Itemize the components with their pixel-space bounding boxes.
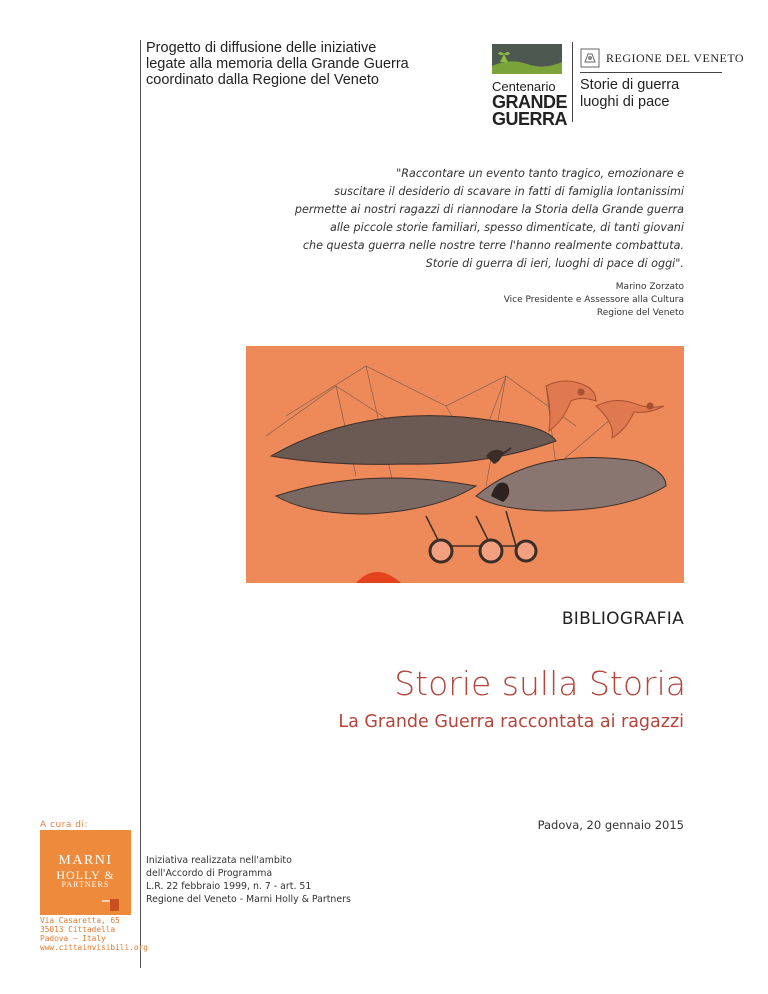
initiative-line: Regione del Veneto - Marni Holly & Partners <box>146 894 351 905</box>
quote-line: che questa guerra nelle nostre terre l'hanno realmente combattuta. <box>302 239 684 252</box>
project-line: legate alla memoria della Grande Guerra <box>146 56 409 72</box>
author-role: Vice Presidente e Assessore alla Cultura <box>503 295 684 305</box>
curator-logo-line: MARNI <box>58 853 113 868</box>
logo-mark <box>110 899 119 911</box>
document-date: Padova, 20 gennaio 2015 <box>537 818 684 832</box>
regione-veneto-logo <box>580 44 744 72</box>
campaign-line: luoghi di pace <box>580 94 670 110</box>
project-description <box>146 40 446 88</box>
quote-line: "Raccontare un evento tanto tragico, emozionare e <box>396 167 684 180</box>
quote-line: alle piccole storie familiari, spesso dimenticate, di tanti giovani <box>329 221 684 234</box>
address-line: Via Casaretta, 65 <box>40 916 120 925</box>
author-name: Marino Zorzato <box>615 282 684 292</box>
curator-address <box>40 916 148 952</box>
quote-line: permette ai nostri ragazzi di riannodare la Storia della Grande guerra <box>294 203 684 216</box>
author-org: Regione del Veneto <box>596 308 684 318</box>
project-line: coordinato dalla Regione del Veneto <box>146 72 379 88</box>
quote-author <box>504 281 684 320</box>
landscape-logo-icon <box>492 44 562 74</box>
logo-guerra: GUERRA <box>492 109 568 129</box>
curator-logo-line: PARTNERS <box>61 880 110 889</box>
vertical-rule <box>140 40 141 968</box>
quote-line: Storie di guerra di ieri, luoghi di pace di oggi". <box>425 257 684 270</box>
quote-line: suscitare il desiderio di scavare in fatti di famiglia lontanissimi <box>334 185 684 198</box>
initiative-line: L.R. 22 febbraio 1999, n. 7 - art. 51 <box>146 881 312 892</box>
centenario-logo <box>492 44 572 129</box>
section-heading: BIBLIOGRAFIA <box>561 609 684 629</box>
regione-name: REGIONE DEL VENETO <box>606 50 745 65</box>
regione-rule <box>580 72 722 73</box>
project-line: Progetto di diffusione delle iniziative <box>146 40 377 56</box>
airplane-illustration <box>246 346 684 583</box>
initiative-line: dell'Accordo di Programma <box>146 868 273 879</box>
document-title: Storie sulla Storia <box>394 664 686 703</box>
logo-centenario: Centenario <box>492 79 556 94</box>
initiative-line: Iniziativa realizzata nell'ambito <box>146 855 292 866</box>
document-subtitle: La Grande Guerra raccontata ai ragazzi <box>338 712 684 732</box>
marni-holly-logo <box>40 830 131 915</box>
curator-logo-line: HOLLY & <box>56 868 115 882</box>
campaign-title <box>580 77 679 111</box>
logo-grande: GRANDE <box>492 92 568 112</box>
initiative-note <box>146 854 351 906</box>
logo-divider <box>572 42 573 122</box>
curator-label: A cura di: <box>40 820 88 830</box>
website-link[interactable]: www.cittainvisibili.org <box>40 943 148 952</box>
address-line: 35013 Cittadella <box>40 925 116 934</box>
coat-of-arms-icon <box>580 48 600 68</box>
address-line: Padova – Italy <box>40 934 106 943</box>
campaign-line: Storie di guerra <box>580 77 680 93</box>
quote <box>244 165 684 273</box>
